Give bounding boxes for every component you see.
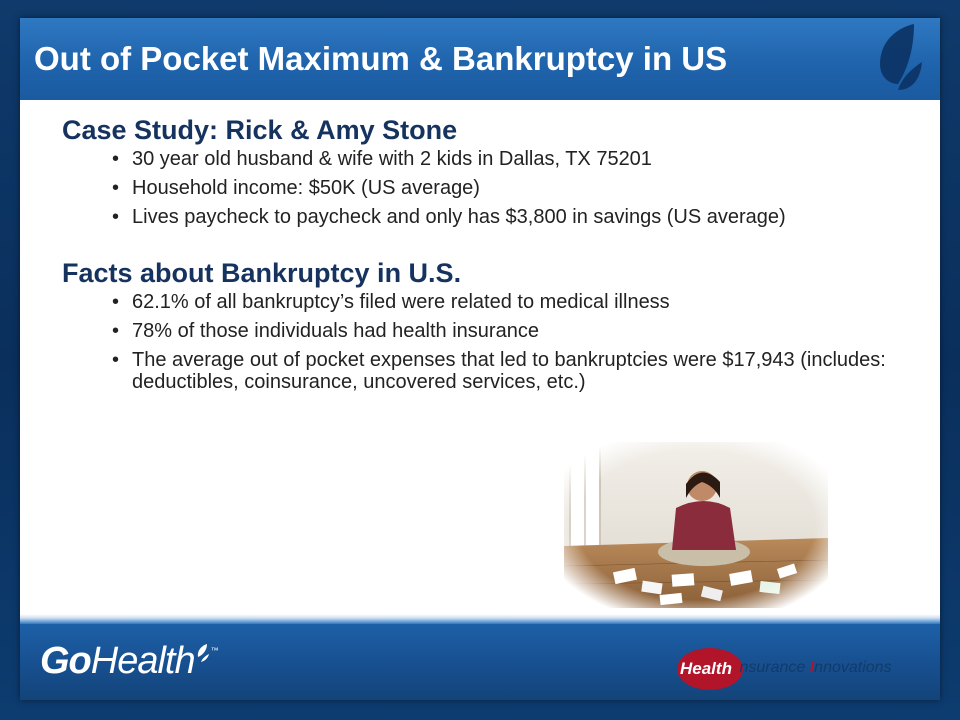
woman-with-bills-photo bbox=[564, 442, 828, 608]
bullet-list bbox=[62, 148, 912, 228]
section-heading: Facts about Bankruptcy in U.S. bbox=[62, 258, 462, 288]
gohealth-logo-health: Health bbox=[90, 640, 195, 682]
footer-stripe bbox=[20, 614, 940, 624]
hii-logo-health: Health bbox=[680, 659, 732, 678]
title-bar bbox=[20, 18, 940, 100]
bullet-list bbox=[62, 291, 912, 393]
bullet-item: • Lives paycheck to paycheck and only has $3,800 in savings (US average) bbox=[112, 206, 912, 228]
slide bbox=[20, 18, 940, 700]
bullet-item: • The average out of pocket expenses that led to bankruptcies were $17,943 (includes: deductibles, coinsurance, uncovered services, etc.) bbox=[112, 349, 912, 393]
leaf-icon bbox=[844, 18, 934, 100]
gohealth-logo bbox=[40, 640, 218, 683]
leaf-icon bbox=[195, 642, 211, 664]
section-case-study bbox=[62, 114, 912, 228]
footer-bar bbox=[20, 614, 940, 700]
hii-logo-text: Insurance Innovations bbox=[735, 659, 892, 676]
slide-title: Out of Pocket Maximum & Bankruptcy in US bbox=[34, 40, 728, 77]
slide-content bbox=[62, 114, 912, 400]
bullet-item: • 30 year old husband & wife with 2 kids in Dallas, TX 75201 bbox=[112, 148, 912, 170]
trademark-symbol: ™ bbox=[210, 646, 218, 655]
section-heading: Case Study: Rick & Amy Stone bbox=[62, 115, 458, 145]
bullet-item: • 62.1% of all bankruptcy’s filed were related to medical illness bbox=[112, 291, 912, 313]
gohealth-logo-go: Go bbox=[40, 640, 91, 682]
bullet-item: • 78% of those individuals had health insurance bbox=[112, 320, 912, 342]
bullet-item: • Household income: $50K (US average) bbox=[112, 177, 912, 199]
section-bankruptcy-facts bbox=[62, 257, 912, 393]
